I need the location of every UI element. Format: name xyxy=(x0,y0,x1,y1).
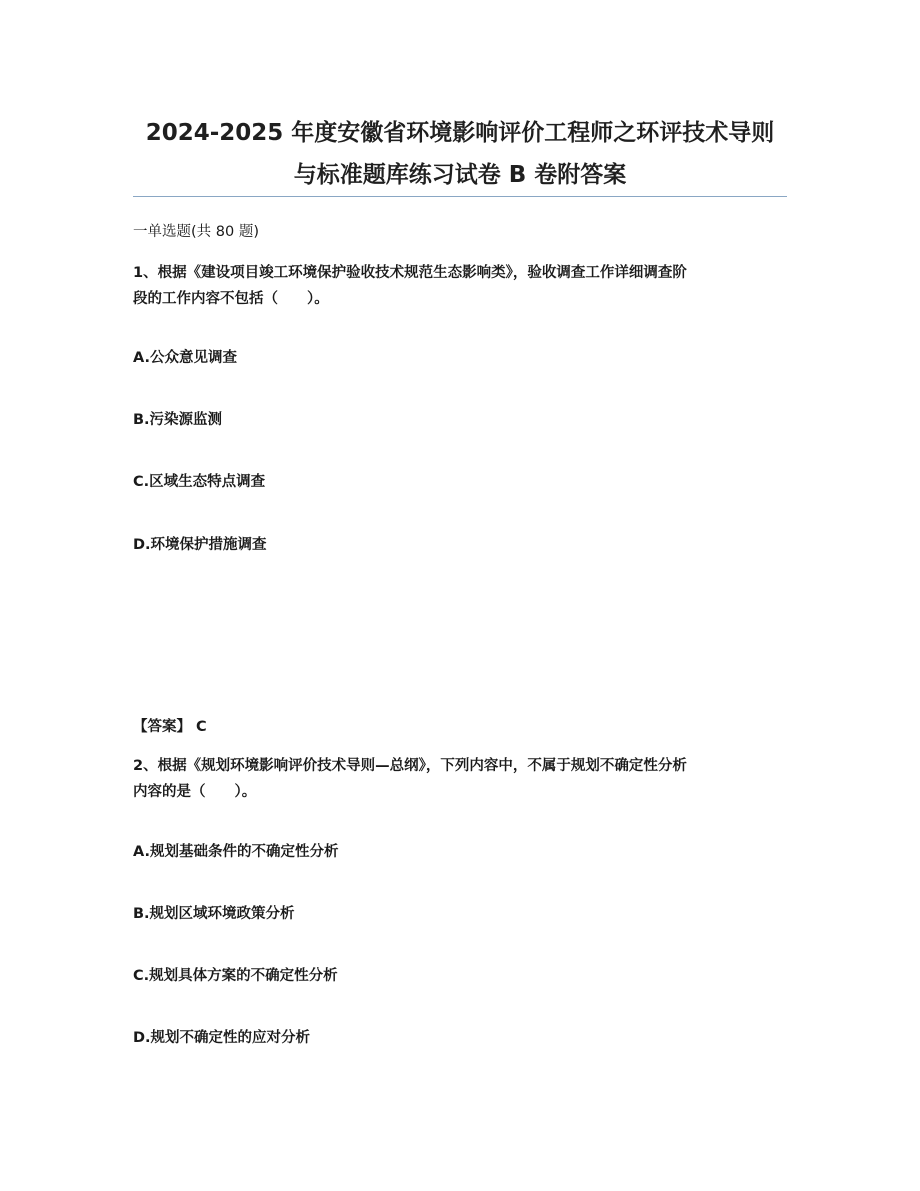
title-line-2: 与标准题库练习试卷 B 卷附答案 xyxy=(293,162,627,188)
question-1-option-b: B.污染源监测 xyxy=(133,412,223,428)
question-1-line-1: 1、根据《建设项目竣工环境保护验收技术规范生态影响类》，验收调查工作详细调查阶 xyxy=(133,265,687,281)
question-2-option-b: B.规划区域环境政策分析 xyxy=(133,906,295,922)
question-1-line-2: 段的工作内容不包括（ ）。 xyxy=(133,291,329,307)
question-2-line-2: 内容的是（ ）。 xyxy=(133,784,257,800)
title-line-1: 2024-2025 年度安徽省环境影响评价工程师之环评技术导则 xyxy=(145,120,775,146)
question-2-option-c: C.规划具体方案的不确定性分析 xyxy=(133,968,338,984)
question-2-text xyxy=(133,753,793,805)
question-1-option-a: A.公众意见调查 xyxy=(133,350,237,366)
document-title xyxy=(110,112,810,196)
section-heading: 一单选题(共 80 题) xyxy=(133,224,259,240)
question-2-line-1: 2、根据《规划环境影响评价技术导则—总纲》，下列内容中，不属于规划不确定性分析 xyxy=(133,758,687,774)
question-1-text xyxy=(133,260,793,312)
question-1-option-c: C.区域生态特点调查 xyxy=(133,474,266,490)
question-2-option-a: A.规划基础条件的不确定性分析 xyxy=(133,844,339,860)
question-1-option-d: D.环境保护措施调查 xyxy=(133,537,267,553)
title-divider xyxy=(133,196,787,197)
question-2-option-d: D.规划不确定性的应对分析 xyxy=(133,1030,311,1046)
question-1-answer: 【答案】 C xyxy=(133,719,207,735)
